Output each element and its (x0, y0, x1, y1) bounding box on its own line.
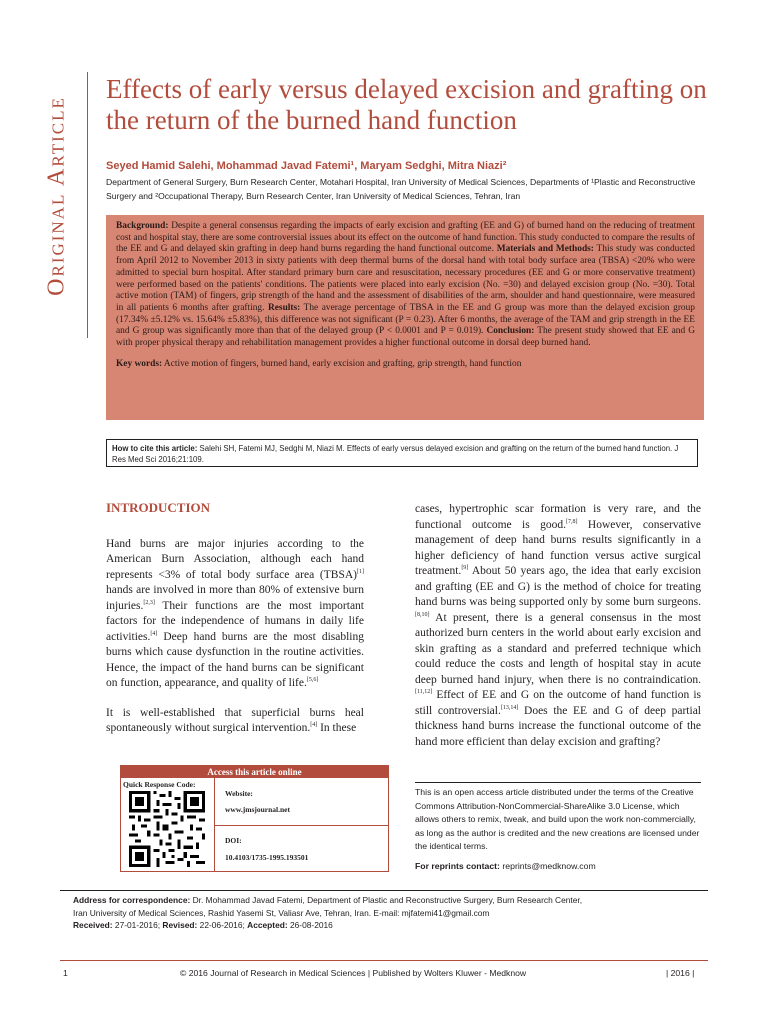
received-date: 27-01-2016; (114, 920, 161, 930)
intro-text: Their functions are the most important factors for the independence of humans in daily life activities. (106, 599, 364, 643)
reference-mark[interactable]: [4] (310, 722, 318, 729)
box-divider (214, 825, 388, 826)
reference-mark[interactable]: [4] (150, 630, 158, 637)
intro-text: hands are involved in more than 80% of extensive burn injuries. (106, 584, 364, 612)
right-column (415, 502, 701, 750)
methods-text: This study was conducted from April 2012 to November 2013 in sixty patients with deep thermal burns of the dorsal hand with total body surface area (TBSA) <20% who were admitted to special burn hospital. After standard primary burn care and resuscitation, necessary procedures (EE and G or more conservative treatment) were performed based on the patients' conditions. The patients were placed into early excision (No. =30) and delayed excision group (No. =30). Total active motion (TAM) of fingers, grip strength of the hand and the assessment of disabilities of the arm, shoulder and hand questionnaire, were measured in all patients 6 months after grafting. (116, 244, 695, 313)
open-access-notice (415, 782, 701, 878)
keywords-label: Key words: (116, 358, 163, 369)
intro-text: Hand burns are major injuries according to the American Burn Association, although each hand represents <3% of total body surface area (TBSA) (106, 537, 364, 581)
article-title: Effects of early versus delayed excision and grafting on the return of the burned hand function (106, 74, 707, 135)
received-label: Received: (73, 920, 113, 930)
body-text: At present, there is a general consensus in the most authorized burn centers in the world about early excision and skin grafting as a standard and preferred technique which could reduce the costs and length of hospital stay in acute deep burned hand injury, when there is no contraindication. (415, 611, 701, 686)
correspondence-line-1: Dr. Mohammad Javad Fatemi, Department of Plastic and Reconstructive Surgery, Burn Research Center, (192, 895, 583, 905)
conclusion-label: Conclusion: (486, 326, 535, 337)
reference-mark[interactable]: [13,14] (500, 704, 519, 711)
reference-mark[interactable]: [9] (461, 565, 469, 572)
keywords-text: Active motion of fingers, burned hand, early excision and grafting, grip strength, hand function (163, 358, 522, 369)
abstract-text (116, 221, 695, 350)
intro-paragraph-2 (106, 706, 364, 737)
intro-text: In these (317, 722, 357, 734)
reprints-label: For reprints contact: (415, 860, 500, 871)
results-label: Results: (267, 302, 301, 313)
reference-mark[interactable]: [5,6] (306, 677, 319, 684)
side-rule (87, 72, 88, 338)
author-list: Seyed Hamid Salehi, Mohammad Javad Fatemi¹, Maryam Sedghi, Mitra Niazi² (106, 160, 507, 172)
body-text: Effect of EE and G on the outcome of hand function is still controversial. (415, 689, 701, 717)
reference-mark[interactable]: [7,8] (566, 518, 578, 525)
reprints-email[interactable]: reprints@medknow.com (502, 860, 596, 871)
correspondence-label: Address for correspondence: (73, 895, 191, 905)
citation-box (106, 439, 698, 467)
qr-label: Quick Response Code: (123, 780, 196, 789)
reference-mark[interactable]: [2,3] (143, 599, 155, 606)
introduction-heading: INTRODUCTION (106, 500, 211, 515)
section-label: Original Article (43, 96, 70, 296)
results-text: The average percentage of TBSA in the EE and G group was more than the delayed excision group (17.34% ±5.12% vs. 15.64% ±5.83%), this difference was not significant (P = 0.23). After 6 months, the average of the TAM and grip strength in the EE and G group was significantly more than that of the delayed group (P < 0.0001 and P = 0.019). (116, 302, 695, 337)
divider (60, 890, 708, 891)
footer-rule (60, 960, 708, 961)
doi-label: DOI: (225, 836, 242, 845)
affiliations: Department of General Surgery, Burn Research Center, Motahari Hospital, Iran University of Medical Sciences, Departments of ¹Plastic and Reconstructive Surgery and ²Occupational Therapy, Burn Research Center, Iran University of Medical Sciences, Tehran, Iran (106, 177, 696, 201)
citation-text: Salehi SH, Fatemi MJ, Sedghi M, Niazi M. Effects of early versus delayed excision and grafting on the return of the burned hand function. J Res Med Sci 2016;21:109. (112, 444, 679, 464)
revised-label: Revised: (162, 920, 198, 930)
body-text: About 50 years ago, the idea that early excision and grafting (EE and G) is the method of choice for treating hand burns was being supported only by some burn surgeons. (415, 565, 701, 608)
correspondence-block (73, 894, 703, 932)
dates-line (73, 919, 703, 932)
access-box-header: Access this article online (121, 766, 388, 778)
accepted-label: Accepted: (247, 920, 288, 930)
reference-mark[interactable]: [11,12] (415, 689, 433, 696)
background-label: Background: (116, 221, 169, 231)
website-link[interactable]: www.jmsjournal.net (225, 805, 290, 814)
reference-mark[interactable]: [8,10] (415, 611, 430, 618)
revised-date: 22-06-2016; (199, 920, 245, 930)
accepted-date: 26-08-2016 (289, 920, 333, 930)
reference-mark[interactable]: [1] (357, 568, 364, 575)
doi-link[interactable]: 10.4103/1735-1995.193501 (225, 853, 309, 862)
license-text: This is an open access article distributed under the terms of the Creative Commons Attribution-NonCommercial-ShareAlike 3.0 License, which allows others to remix, tweak, and build upon the work non-commercially, as long as the author is credited and the new creations are licensed under the identical terms. (415, 787, 700, 852)
intro-paragraph-1 (106, 537, 364, 692)
conclusion-text: The present study showed that EE and G with proper physical therapy and rehabilitation management provides a higher functional outcome in dorsal deep burned hand. (116, 326, 695, 349)
reprints-line (415, 860, 701, 874)
body-text: Does the EE and G of deep partial thickness hand burns increase the functional outcome of the hand more efficient than delay excision and grafting? (415, 704, 701, 748)
footer-year: | 2016 | (666, 968, 695, 978)
website-label: Website: (225, 789, 253, 798)
intro-text: Deep hand burns are the most disabling burns which cause dysfunction in the routine activities. Hence, the impact of the hand burns can be significant on function, appearance, and quality of life. (106, 630, 364, 689)
body-text: cases, hypertrophic scar formation is very rare, and the functional outcome is good. (415, 503, 701, 531)
intro-text: It is well-established that superficial burns heal spontaneously without surgical intervention. (106, 706, 364, 734)
page-number: 1 (63, 968, 68, 978)
body-text: However, conservative management of deep hand burns results significantly in a higher deficiency of hand function versus active surgical treatment. (415, 518, 701, 577)
methods-label: Materials and Methods: (496, 244, 594, 255)
citation-label: How to cite this article: (112, 444, 198, 453)
background-text: Despite a general consensus regarding the impacts of early excision and grafting (EE and G) of burned hand on the reducing of treatment cost and hospital stay, there are some controversial issues about its effect on the outcome of hand function. This study conducted to compare the results of the EE and G and delayed skin grafting in deep hand burns regarding the hand functional outcome. (116, 221, 696, 255)
abstract-box (106, 215, 704, 420)
right-paragraph (415, 502, 701, 750)
correspondence-line-2: Iran University of Medical Sciences, Rashid Yasemi St, Valiasr Ave, Tehran, Iran. E-mail: mjfatemi41@gmail.com (73, 907, 490, 918)
keywords-line (116, 359, 695, 371)
access-online-box (120, 765, 389, 872)
qr-code-icon[interactable] (129, 791, 205, 867)
copyright-line: © 2016 Journal of Research in Medical Sciences | Published by Wolters Kluwer - Medknow (180, 968, 527, 978)
left-column (106, 500, 364, 751)
